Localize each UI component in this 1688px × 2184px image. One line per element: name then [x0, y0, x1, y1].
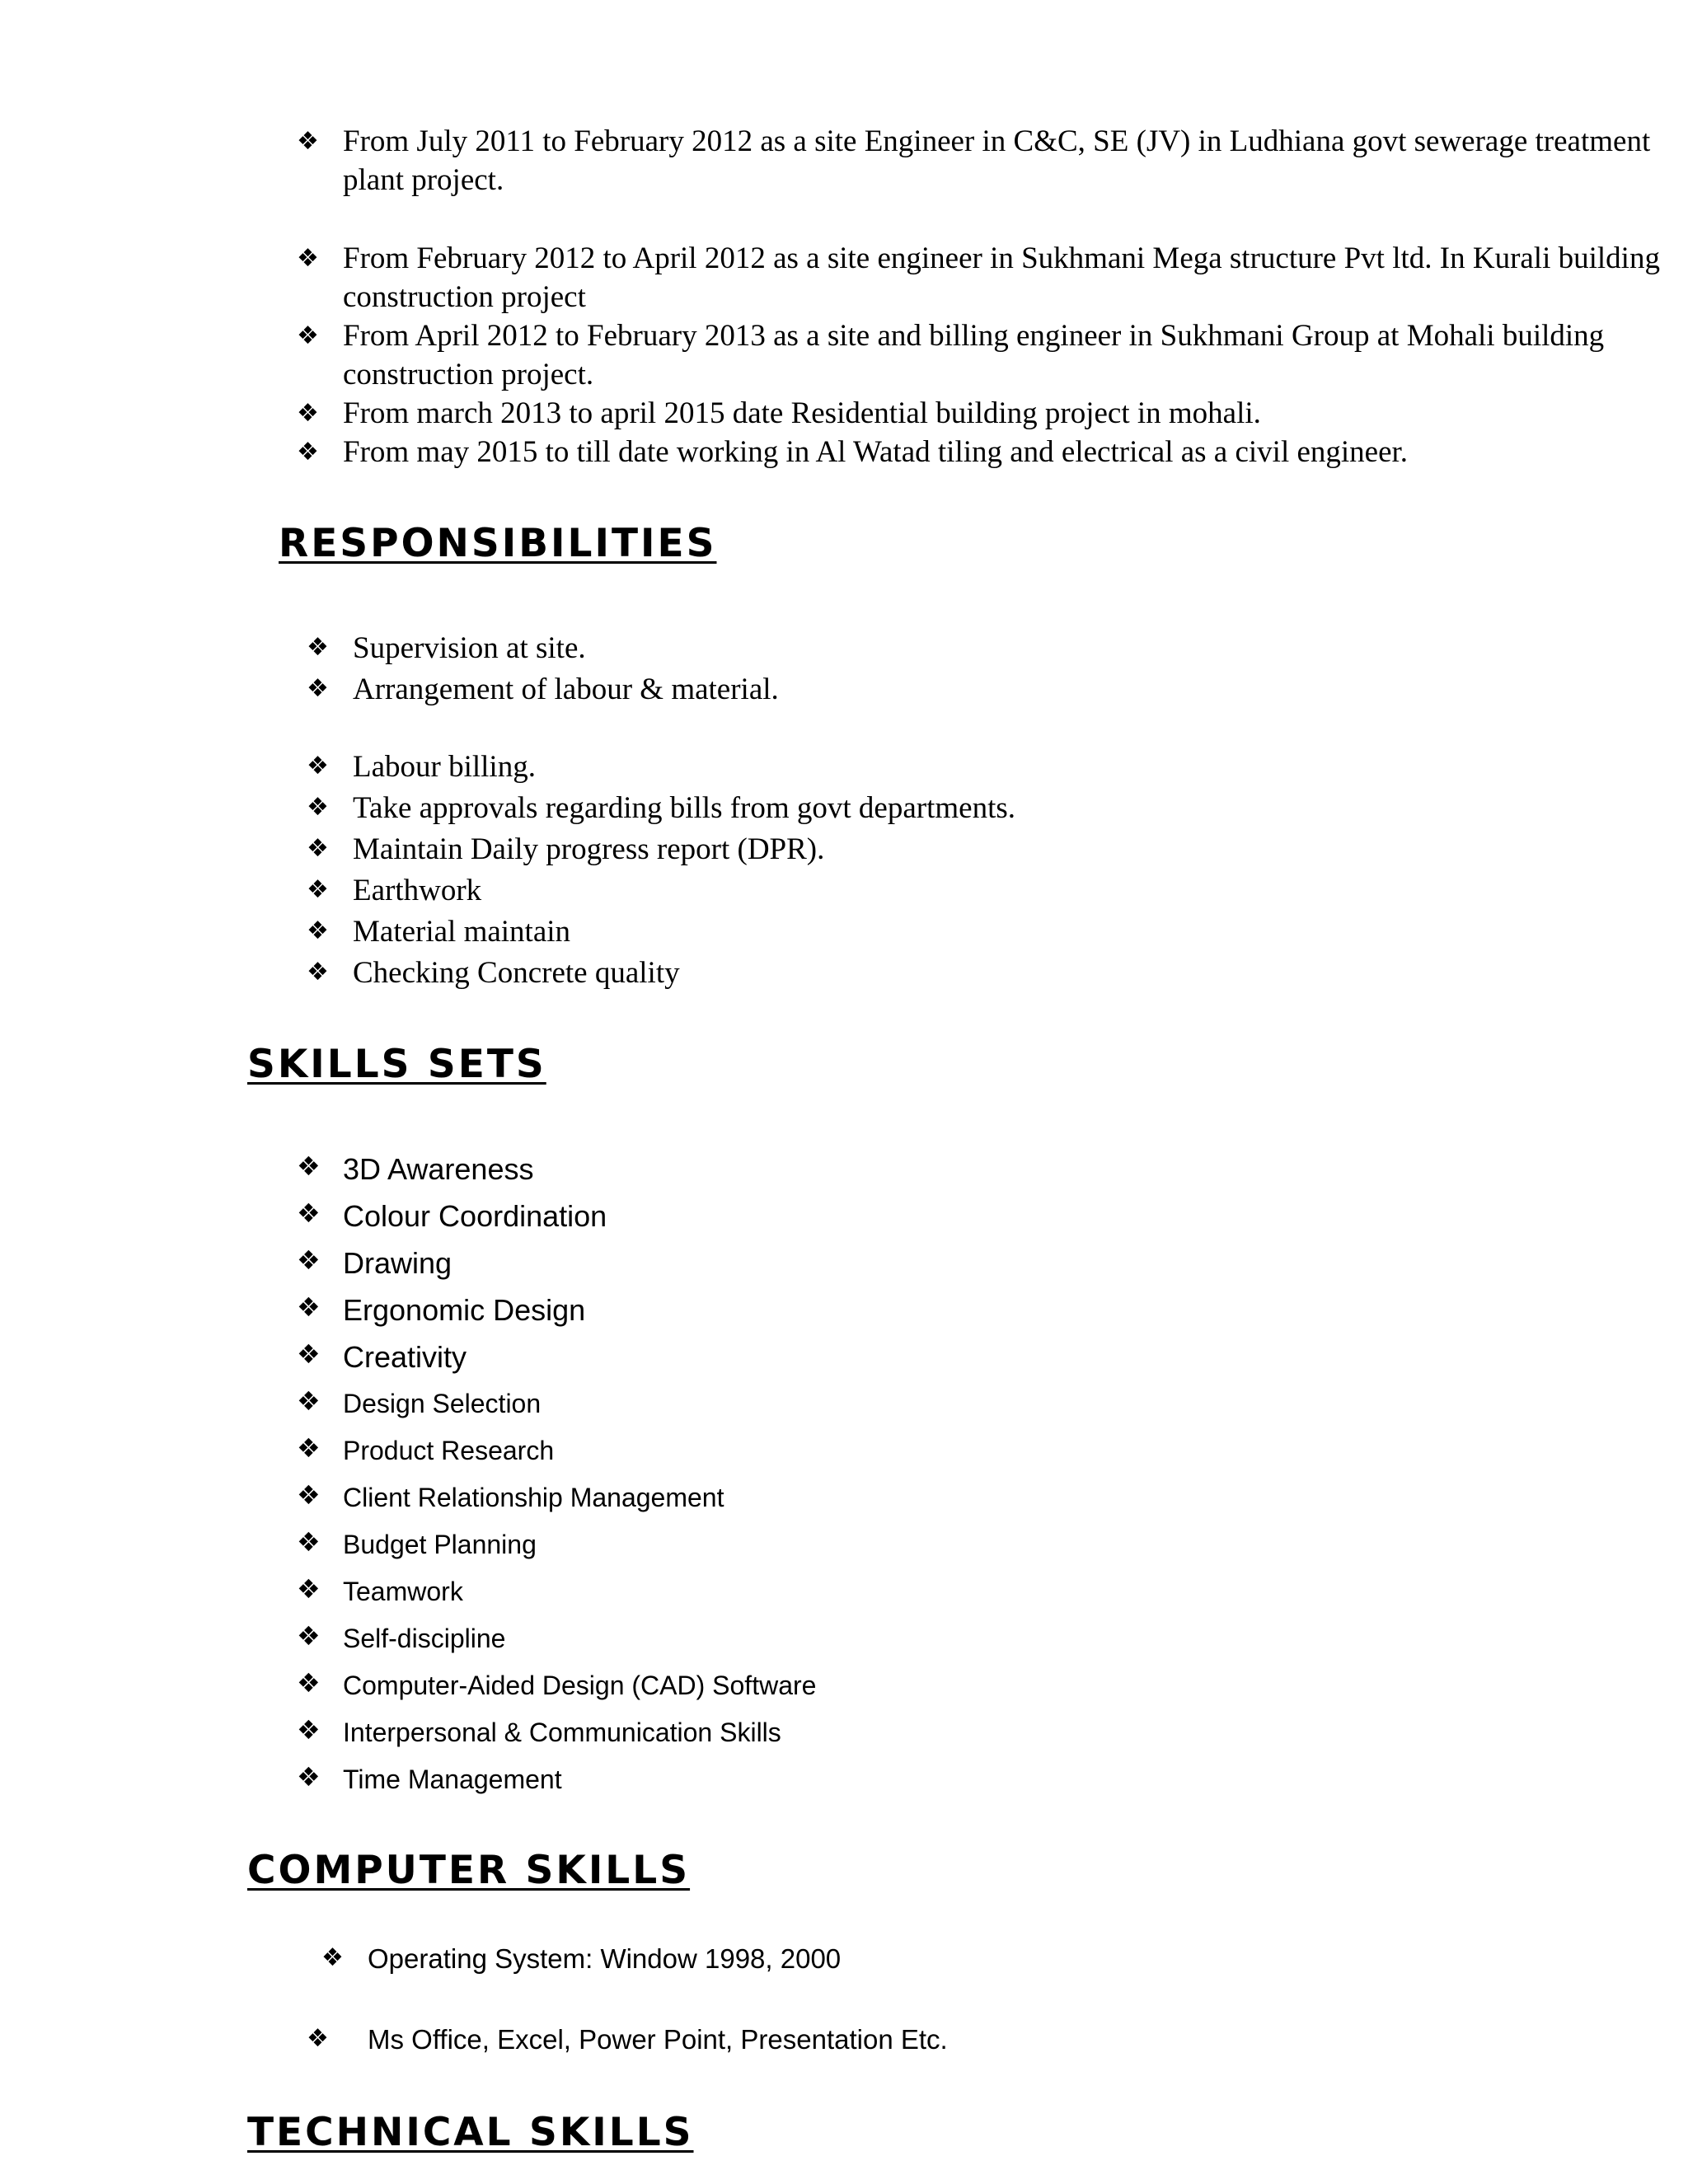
- list-item: [297, 1427, 816, 1474]
- skill-text: Teamwork: [343, 1577, 463, 1606]
- diamond-bullet-icon: ❖: [307, 633, 329, 662]
- diamond-bullet-icon: ❖: [307, 793, 329, 822]
- list-item: [321, 1938, 841, 1980]
- technical-skills-heading: TECHNICAL SKILLS: [247, 2110, 694, 2155]
- list-item: [297, 122, 1665, 199]
- responsibility-text: Earthwork: [353, 874, 482, 907]
- diamond-bullet-icon: ❖: [297, 1620, 321, 1652]
- responsibility-text: Material maintain: [353, 915, 571, 949]
- skill-text: Colour Coordination: [343, 1199, 607, 1233]
- list-item: [297, 239, 1665, 316]
- diamond-bullet-icon: ❖: [297, 1432, 321, 1464]
- responsibility-text: Labour billing.: [353, 750, 536, 784]
- experience-text: From may 2015 to till date working in Al Watad tiling and electrical as a civil engineer.: [343, 435, 1409, 469]
- diamond-bullet-icon: ❖: [321, 1943, 344, 1972]
- list-item: [307, 953, 1015, 994]
- diamond-bullet-icon: ❖: [297, 1338, 321, 1370]
- experience-text: From July 2011 to February 2012 as a site Engineer in C&C, SE (JV) in Ludhiana govt sewerage treatment plant project.: [343, 124, 1651, 197]
- diamond-bullet-icon: ❖: [297, 1385, 321, 1417]
- list-item: [297, 1615, 816, 1662]
- responsibilities-list: [307, 628, 1015, 994]
- diamond-bullet-icon: ❖: [297, 1761, 321, 1793]
- skill-text: Self-discipline: [343, 1624, 506, 1653]
- experience-list: [297, 122, 1665, 471]
- responsibilities-heading: RESPONSIBILITIES: [279, 521, 717, 566]
- skill-text: Computer-Aided Design (CAD) Software: [343, 1671, 817, 1700]
- list-item: [297, 433, 1665, 471]
- skills-sets-heading: SKILLS SETS: [247, 1042, 546, 1087]
- responsibility-text: Checking Concrete quality: [353, 956, 680, 990]
- list-item: [297, 1709, 816, 1756]
- list-item: [307, 628, 1015, 669]
- list-item: [297, 316, 1665, 394]
- responsibility-text: Supervision at site.: [353, 631, 586, 665]
- computer-skill-text: Ms Office, Excel, Power Point, Presentation Etc.: [368, 2024, 948, 2055]
- diamond-bullet-icon: ❖: [297, 321, 319, 350]
- responsibility-text: Maintain Daily progress report (DPR).: [353, 832, 825, 866]
- list-item: [297, 1146, 816, 1193]
- computer-skills-heading: COMPUTER SKILLS: [247, 1848, 691, 1893]
- list-item: [307, 669, 1015, 710]
- skill-text: Interpersonal & Communication Skills: [343, 1718, 781, 1747]
- list-item: [297, 394, 1665, 433]
- diamond-bullet-icon: ❖: [297, 1573, 321, 1605]
- list-item: [307, 2019, 948, 2060]
- responsibility-text: Arrangement of labour & material.: [353, 673, 779, 706]
- diamond-bullet-icon: ❖: [307, 752, 329, 780]
- diamond-bullet-icon: ❖: [297, 127, 319, 156]
- skill-text: Time Management: [343, 1765, 562, 1794]
- list-item: [297, 1286, 816, 1333]
- skill-text: Design Selection: [343, 1389, 542, 1418]
- skill-text: Ergonomic Design: [343, 1293, 586, 1327]
- skill-text: Drawing: [343, 1246, 452, 1280]
- diamond-bullet-icon: ❖: [307, 875, 329, 904]
- diamond-bullet-icon: ❖: [307, 674, 329, 703]
- list-item: [297, 1333, 816, 1380]
- experience-text: From February 2012 to April 2012 as a site engineer in Sukhmani Mega structure Pvt ltd. In Kurali building construction project: [343, 241, 1660, 314]
- diamond-bullet-icon: ❖: [297, 1667, 321, 1699]
- list-item: [307, 912, 1015, 953]
- diamond-bullet-icon: ❖: [297, 1291, 321, 1323]
- computer-skill-text: Operating System: Window 1998, 2000: [368, 1943, 842, 1974]
- list-item: [297, 1756, 816, 1803]
- diamond-bullet-icon: ❖: [297, 244, 319, 273]
- list-item: [307, 870, 1015, 912]
- skill-text: 3D Awareness: [343, 1152, 534, 1186]
- list-item: [297, 1380, 816, 1427]
- list-item: [297, 1193, 816, 1240]
- responsibility-text: Take approvals regarding bills from govt departments.: [353, 791, 1015, 825]
- list-item: [307, 788, 1015, 829]
- skill-text: Client Relationship Management: [343, 1483, 724, 1512]
- skill-text: Budget Planning: [343, 1530, 537, 1559]
- diamond-bullet-icon: ❖: [307, 834, 329, 863]
- list-item: [297, 1568, 816, 1615]
- diamond-bullet-icon: ❖: [297, 399, 319, 428]
- diamond-bullet-icon: ❖: [297, 1197, 321, 1229]
- diamond-bullet-icon: ❖: [297, 1714, 321, 1746]
- diamond-bullet-icon: ❖: [307, 916, 329, 945]
- diamond-bullet-icon: ❖: [307, 958, 329, 987]
- experience-text: From April 2012 to February 2013 as a site and billing engineer in Sukhmani Group at Mohali building construction project.: [343, 319, 1605, 391]
- skill-text: Creativity: [343, 1340, 467, 1374]
- diamond-bullet-icon: ❖: [307, 2024, 329, 2053]
- diamond-bullet-icon: ❖: [297, 1526, 321, 1558]
- list-item: [297, 1474, 816, 1521]
- diamond-bullet-icon: ❖: [297, 1151, 321, 1182]
- list-item: [297, 1240, 816, 1286]
- list-item: [297, 1662, 816, 1709]
- diamond-bullet-icon: ❖: [297, 1244, 321, 1276]
- skill-text: Product Research: [343, 1436, 555, 1465]
- skills-list: [297, 1146, 816, 1803]
- list-item: [307, 829, 1015, 870]
- list-item: [307, 747, 1015, 788]
- computer-skills-list: [307, 2019, 948, 2060]
- diamond-bullet-icon: ❖: [297, 438, 319, 466]
- list-item: [297, 1521, 816, 1568]
- diamond-bullet-icon: ❖: [297, 1479, 321, 1511]
- computer-skills-list: [321, 1938, 841, 1980]
- experience-text: From march 2013 to april 2015 date Residential building project in mohali.: [343, 396, 1261, 430]
